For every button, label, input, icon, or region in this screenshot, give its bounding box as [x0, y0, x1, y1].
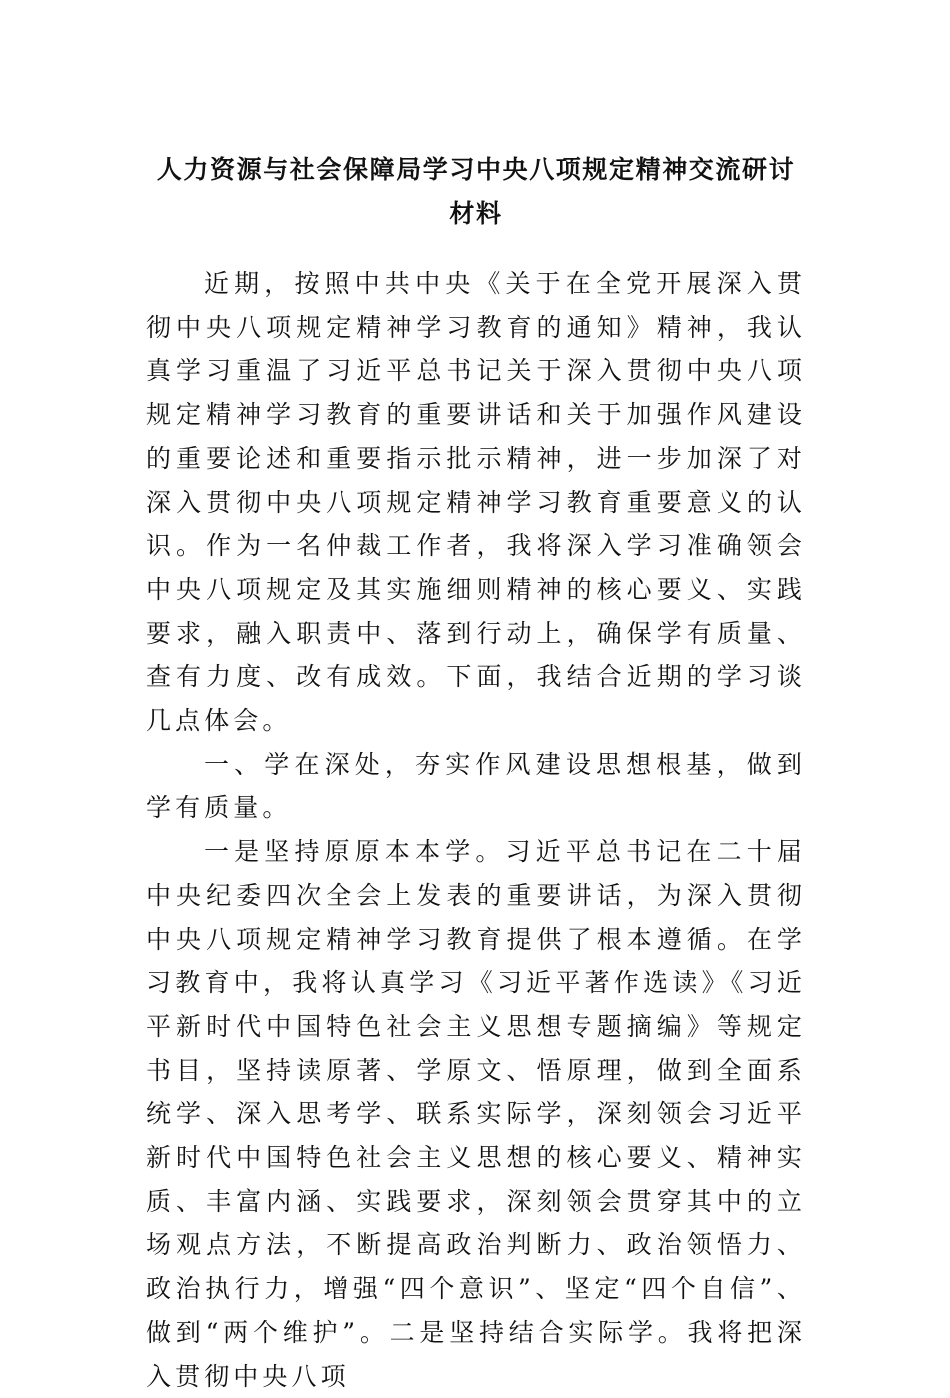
document-body: [146, 262, 806, 1398]
document-title: 人力资源与社会保障局学习中央八项规定精神交流研讨材料: [156, 155, 796, 228]
paragraph-study-points: 一是坚持原原本本学。习近平总书记在二十届中央纪委四次全会上发表的重要讲话，为深入贯彻中央八项规定精神学习教育提供了根本遵循。在学习教育中，我将认真学习《习近平著作选读》《习近平新时代中国特色社会主义思想专题摘编》等规定书目，坚持读原著、学原文、悟原理，做到全面系统学、深入思考学、联系实际学，深刻领会习近平新时代中国特色社会主义思想的核心要义、精神实质、丰富内涵、实践要求，深刻领会贯穿其中的立场观点方法，不断提高政治判断力、政治领悟力、政治执行力，增强“四个意识”、坚定“四个自信”、做到“两个维护”。二是坚持结合实际学。我将把深入贯彻中央八项: [146, 837, 806, 1391]
paragraph-intro: 近期，按照中共中央《关于在全党开展深入贯彻中央八项规定精神学习教育的通知》精神，我认真学习重温了习近平总书记关于深入贯彻中央八项规定精神学习教育的重要讲话和关于加强作风建设的重要论述和重要指示批示精神，进一步加深了对深入贯彻中央八项规定精神学习教育重要意义的认识。作为一名仲裁工作者，我将深入学习准确领会中央八项规定及其实施细则精神的核心要义、实践要求，融入职责中、落到行动上，确保学有质量、查有力度、改有成效。下面，我结合近期的学习谈几点体会。: [146, 269, 806, 736]
paragraph-heading-one: 一、学在深处，夯实作风建设思想根基，做到学有质量。: [146, 749, 806, 823]
